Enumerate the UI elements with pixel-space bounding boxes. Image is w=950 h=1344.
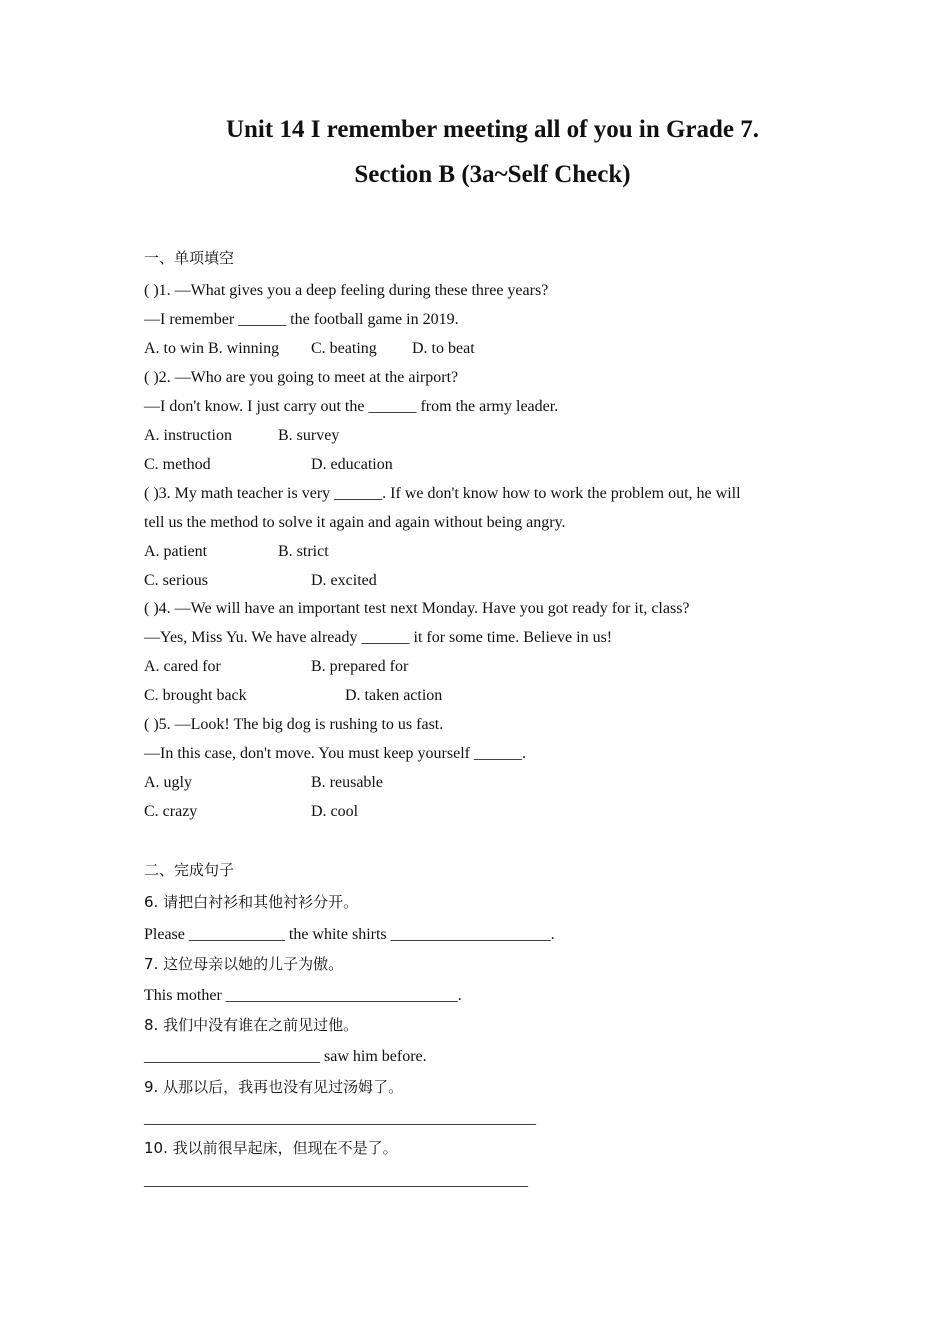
title-line-1: Unit 14 I remember meeting all of you in Grade 7. <box>225 116 760 143</box>
question-2-stem: ( )2. —Who are you going to meet at the airport? <box>144 369 459 386</box>
option-d: D. taken action <box>345 687 443 704</box>
question-2-options-row2 <box>144 455 393 475</box>
question-2-options-row1 <box>144 426 340 446</box>
question-4-stem: ( )4. —We will have an important test next Monday. Have you got ready for it, class? <box>144 600 690 617</box>
option-c: C. method <box>144 456 211 473</box>
question-3-options-row1 <box>144 542 329 562</box>
option-c: C. brought back <box>144 687 247 704</box>
option-a: A. instruction <box>144 427 232 444</box>
question-3-stem: ( )3. My math teacher is very ______. If we don't know how to work the problem out, he will <box>144 485 741 502</box>
option-a: A. to win B. winning <box>144 340 280 357</box>
question-1-stem: ( )1. —What gives you a deep feeling during these three years? <box>144 282 549 299</box>
option-b: B. strict <box>278 543 329 560</box>
option-a: A. ugly <box>144 774 192 791</box>
option-b: B. prepared for <box>311 658 409 675</box>
section-1-heading: 一、单项填空 <box>144 249 235 267</box>
option-d: D. cool <box>311 803 359 820</box>
question-9-answer: _________________________________________________ <box>144 1110 536 1127</box>
question-5-reply: —In this case, don't move. You must keep yourself ______. <box>144 745 526 762</box>
option-c: C. crazy <box>144 803 198 820</box>
question-7-prompt: 7. 这位母亲以她的儿子为傲。 <box>144 955 344 973</box>
question-7-answer: This mother _____________________________. <box>144 987 462 1004</box>
option-b: B. survey <box>278 427 340 444</box>
option-d: D. education <box>311 456 393 473</box>
question-8-answer: ______________________ saw him before. <box>144 1048 427 1065</box>
question-6-prompt: 6. 请把白衬衫和其他衬衫分开。 <box>144 893 359 911</box>
question-4-options-row2 <box>144 686 443 706</box>
option-c: C. beating <box>311 340 377 357</box>
question-4-reply: —Yes, Miss Yu. We have already ______ it for some time. Believe in us! <box>144 629 613 646</box>
option-d: D. excited <box>311 572 377 589</box>
question-3-options-row2 <box>144 571 377 591</box>
question-6-answer: Please ____________ the white shirts ____________________. <box>144 926 555 943</box>
question-5-options-row2 <box>144 802 359 822</box>
section-2-heading: 二、完成句子 <box>144 861 235 879</box>
question-5-options-row1 <box>144 773 383 793</box>
option-c: C. serious <box>144 572 208 589</box>
question-3-stem-continued: tell us the method to solve it again and again without being angry. <box>144 514 566 531</box>
question-9-prompt: 9. 从那以后，我再也没有见过汤姆了。 <box>144 1078 404 1096</box>
title-line-2: Section B (3a~Self Check) <box>354 161 631 188</box>
question-10-prompt: 10. 我以前很早起床，但现在不是了。 <box>144 1139 398 1157</box>
question-1-reply: —I remember ______ the football game in 2019. <box>144 311 459 328</box>
option-b: B. reusable <box>311 774 383 791</box>
option-a: A. cared for <box>144 658 221 675</box>
question-10-answer: ________________________________________________ <box>144 1172 528 1189</box>
question-4-options-row1 <box>144 657 409 677</box>
question-2-reply: —I don't know. I just carry out the ______ from the army leader. <box>144 398 559 415</box>
option-d: D. to beat <box>412 340 475 357</box>
question-1-options <box>144 339 475 359</box>
option-a: A. patient <box>144 543 208 560</box>
question-8-prompt: 8. 我们中没有谁在之前见过他。 <box>144 1016 359 1034</box>
question-5-stem: ( )5. —Look! The big dog is rushing to us fast. <box>144 716 444 733</box>
